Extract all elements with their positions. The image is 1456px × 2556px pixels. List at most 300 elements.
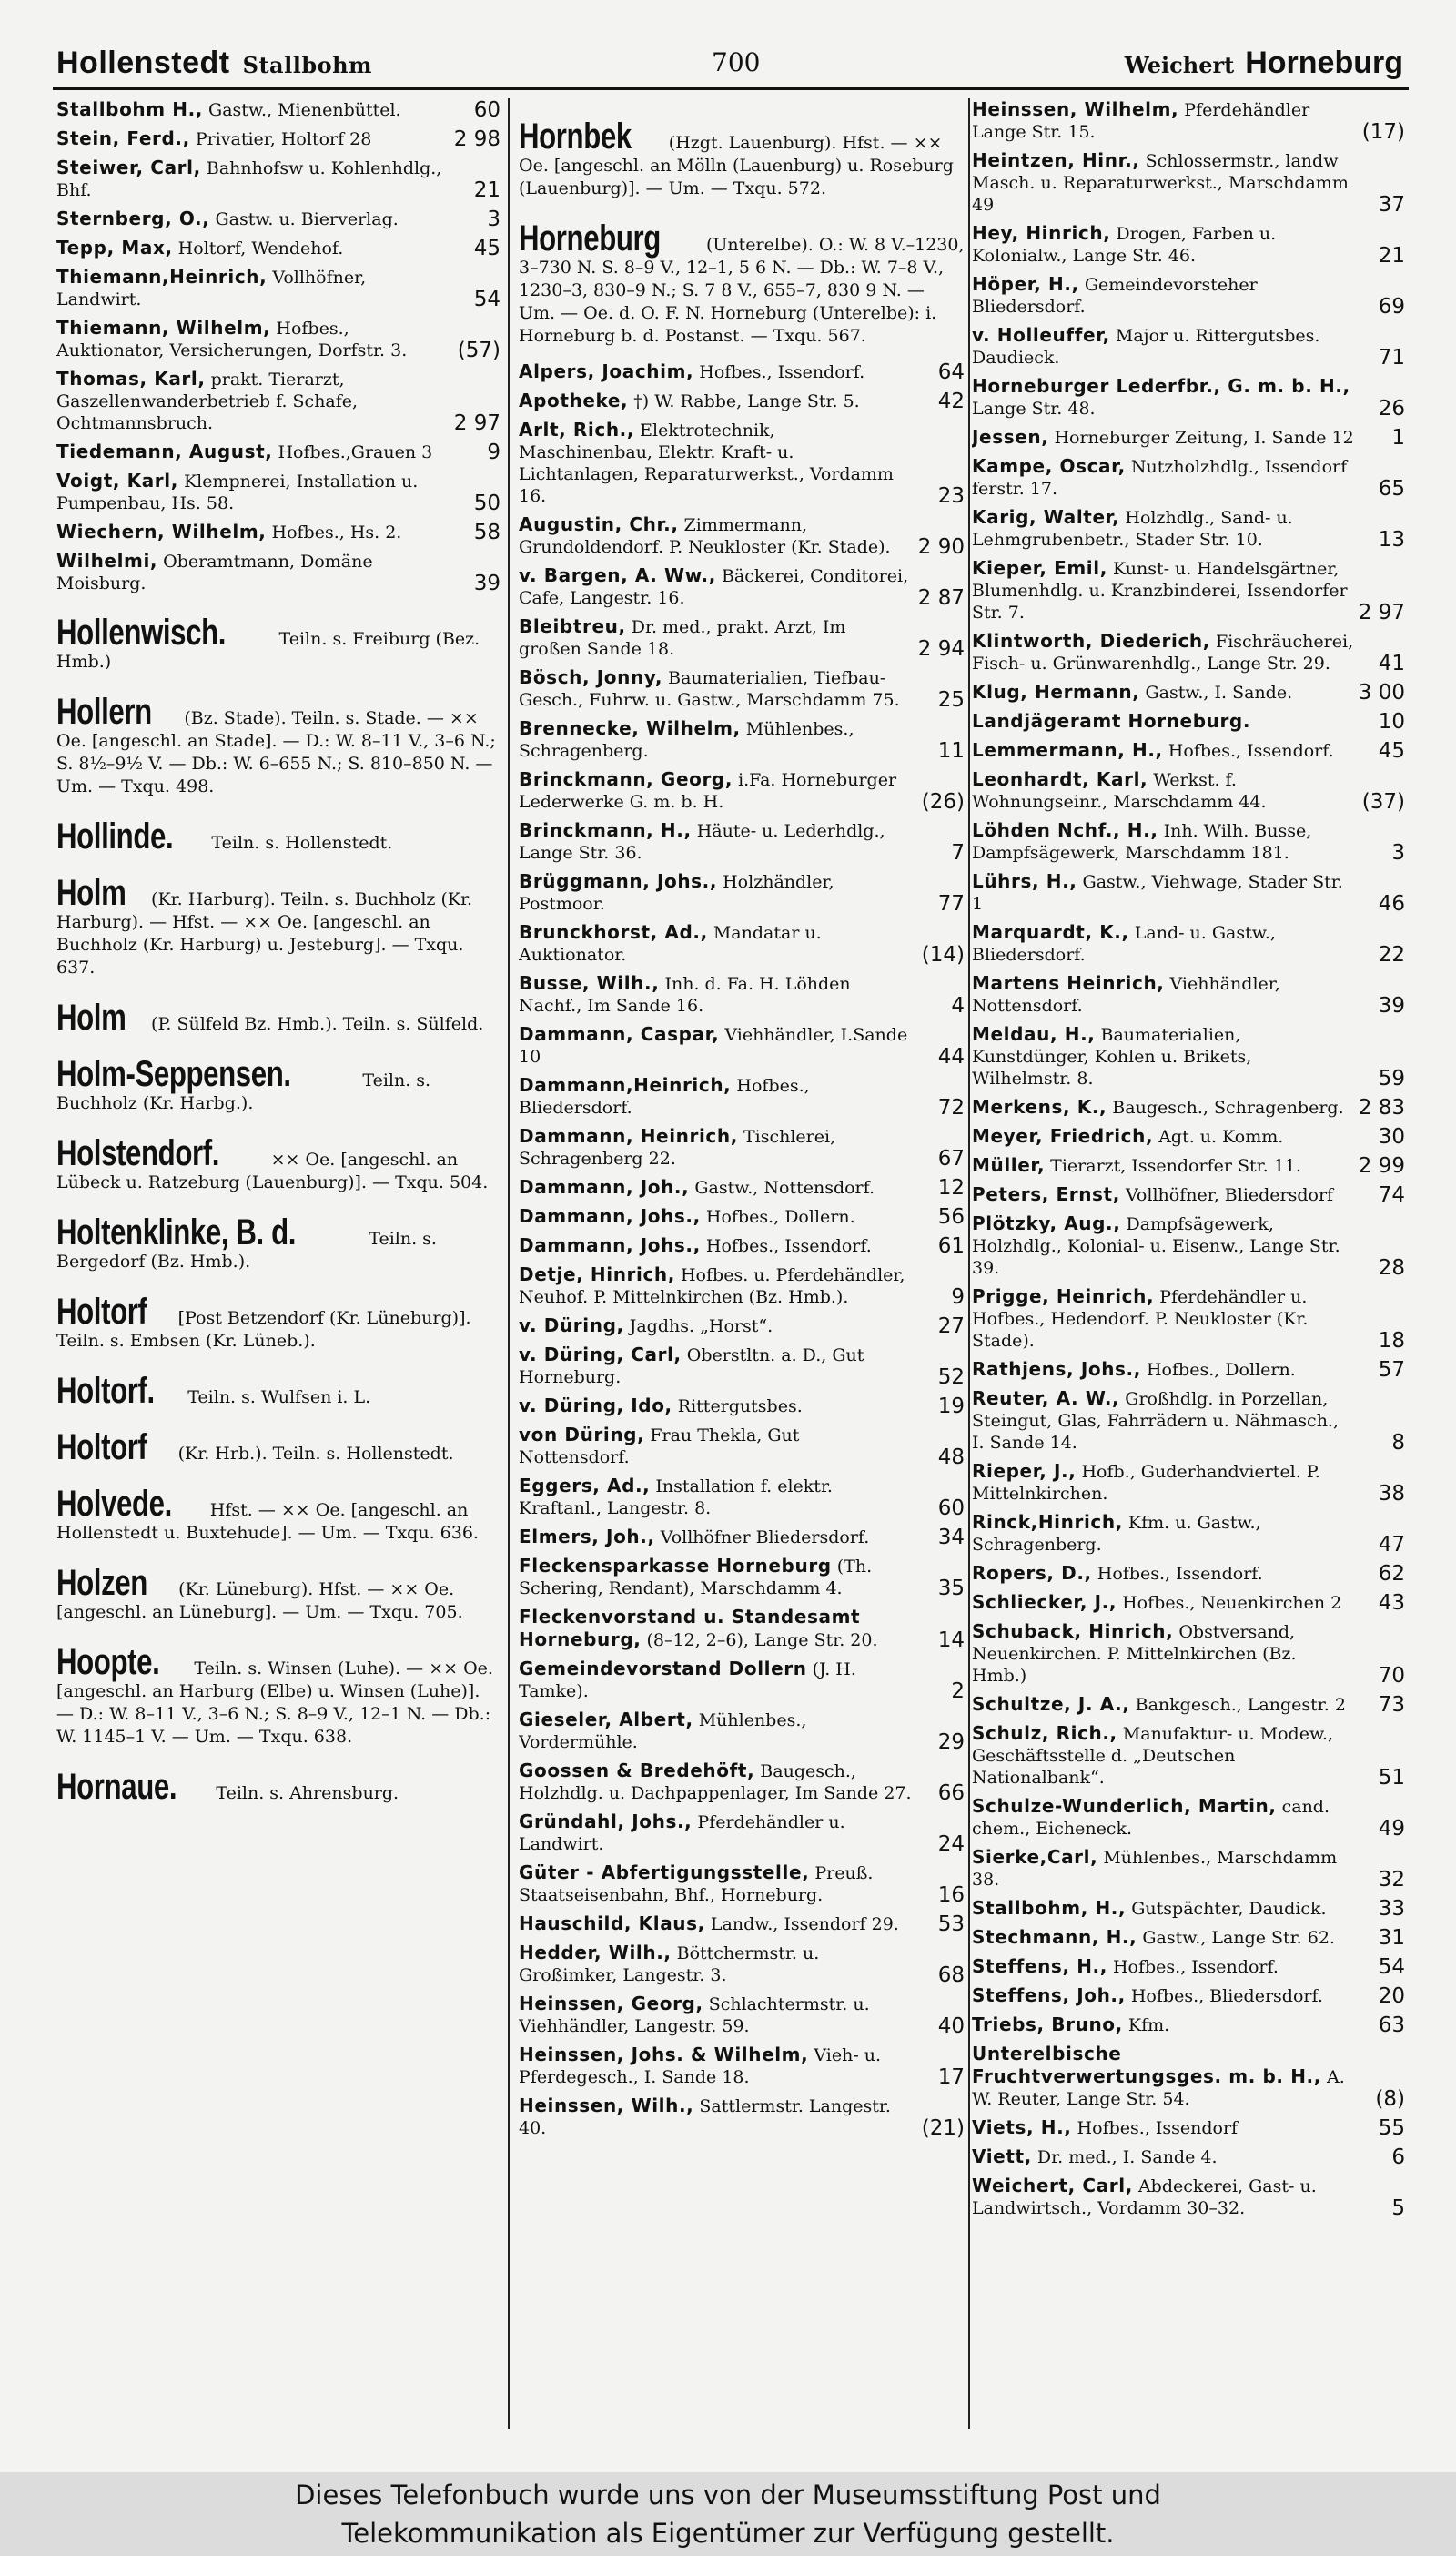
phone-number: 43 <box>1378 1591 1405 1615</box>
directory-entry <box>972 921 1405 966</box>
entry-description: Major u. Rittergutsbes. Daudieck. <box>972 326 1320 368</box>
entry-description: Oberamtmann, Domäne Moisburg. <box>56 552 373 593</box>
directory-entry <box>519 1658 965 1702</box>
phone-number: 6 <box>1391 2145 1405 2169</box>
entry-name: Heinssen, Wilhelm, <box>972 98 1179 120</box>
directory-entry <box>519 870 965 915</box>
directory-entry <box>519 666 965 711</box>
entry-description: Horneburger Zeitung, I. Sande 12 <box>1048 428 1354 448</box>
entry-description: Baugesch., Schragenberg. <box>1107 1098 1344 1118</box>
phone-number: 69 <box>1378 295 1405 319</box>
entry-description: Dr. med., prakt. Arzt, Im großen Sande 18. <box>519 617 846 659</box>
directory-entry <box>519 1234 965 1257</box>
entry-name: Plötzky, Aug., <box>972 1212 1121 1234</box>
directory-entry <box>56 470 500 514</box>
entry-name: Rieper, J., <box>972 1460 1077 1482</box>
place-heading <box>56 1563 500 1624</box>
phone-number: 19 <box>937 1395 965 1418</box>
entry-description: (J. H. Tamke). <box>519 1659 856 1701</box>
phone-number: 40 <box>937 2014 965 2038</box>
entry-name: Stallbohm H., <box>56 98 204 120</box>
entry-name: Augustin, Chr., <box>519 513 679 535</box>
place-name: Holm <box>56 998 126 1038</box>
phone-number: 16 <box>937 1883 965 1907</box>
place-note: Teiln. s. Freiburg (Bez. Hmb.) <box>56 629 480 672</box>
entry-name: Schultze, J. A., <box>972 1693 1130 1715</box>
entry-description: Frau Thekla, Gut Nottensdorf. <box>519 1425 800 1467</box>
entry-name: Klug, Hermann, <box>972 681 1140 703</box>
entry-description: Preuß. Staatseisenbahn, Bhf., Horneburg. <box>519 1863 874 1905</box>
entry-name: Dammann, Joh., <box>519 1176 690 1198</box>
entry-name: Peters, Ernst, <box>972 1183 1120 1205</box>
entry-name: Prigge, Heinrich, <box>972 1285 1155 1307</box>
directory-entry <box>56 98 500 121</box>
phone-number: (8) <box>1375 2087 1405 2111</box>
header-left-place: Hollenstedt <box>56 46 230 80</box>
entry-name: Hey, Hinrich, <box>972 222 1111 244</box>
entry-name: Steffens, Joh., <box>972 1984 1126 2006</box>
phone-number: 26 <box>1378 397 1405 421</box>
phone-number: 62 <box>1378 1562 1405 1586</box>
directory-entry <box>972 273 1405 318</box>
entry-description: Hofbes., Issendorf <box>1071 2118 1239 2138</box>
entry-name: Reuter, A. W., <box>972 1387 1120 1409</box>
entry-name: Stallbohm, H., <box>972 1897 1127 1919</box>
entry-description: Vollhöfner, Landwirt. <box>56 268 367 309</box>
directory-entry <box>972 426 1405 449</box>
entry-description: Kfm. <box>1122 2015 1170 2035</box>
place-name: Hollinde. <box>56 816 174 857</box>
place-note: (Kr. Hrb.). Teiln. s. Hollenstedt. <box>172 1444 454 1464</box>
directory-entry <box>56 550 500 594</box>
directory-entry <box>972 1125 1405 1148</box>
entry-name: Wilhelmi, <box>56 550 158 572</box>
place-heading <box>519 218 965 348</box>
directory-entry <box>519 717 965 762</box>
entry-name: Voigt, Karl, <box>56 470 178 492</box>
directory-entry <box>519 1475 965 1519</box>
phone-number: (26) <box>921 790 965 814</box>
phone-number: 63 <box>1378 2013 1405 2037</box>
place-heading <box>56 873 500 979</box>
phone-number: 27 <box>937 1314 965 1338</box>
entry-description: Gastw., Nottensdorf. <box>689 1178 875 1198</box>
entry-name: Heinssen, Wilh., <box>519 2094 694 2116</box>
place-name: Holm <box>56 873 126 913</box>
directory-entry <box>56 208 500 230</box>
directory-entry <box>972 2116 1405 2139</box>
entry-name: v. Holleuffer, <box>972 324 1110 346</box>
directory-entry <box>519 1074 965 1119</box>
entry-description: Gastw., Viehwage, Stader Str. 1 <box>972 872 1343 914</box>
directory-entry <box>519 1263 965 1308</box>
entry-name: Gründahl, Johs., <box>519 1810 693 1832</box>
phone-number: 2 98 <box>453 127 500 151</box>
place-note: ×× Oe. [angeschl. an Lübeck u. Ratzeburg (Lauenburg)]. — Txqu. 504. <box>56 1150 489 1192</box>
entry-name: v. Bargen, A. Ww., <box>519 564 716 586</box>
directory-entry <box>972 375 1405 420</box>
directory-entry <box>972 506 1405 551</box>
entry-name: Heintzen, Hinr., <box>972 149 1140 171</box>
directory-entry <box>519 2094 965 2139</box>
entry-name: Hauschild, Klaus, <box>519 1912 705 1934</box>
directory-entry <box>519 1526 965 1548</box>
entry-name: Marquardt, K., <box>972 921 1129 943</box>
phone-number: 57 <box>1378 1358 1405 1382</box>
entry-description: Hofbes., Dollern. <box>1140 1360 1296 1380</box>
place-heading <box>56 613 500 674</box>
entry-description: Privatier, Holtorf 28 <box>189 129 372 149</box>
directory-entry <box>972 98 1405 143</box>
phone-number: 46 <box>1378 892 1405 916</box>
entry-name: Martens Heinrich, <box>972 972 1165 994</box>
header-left <box>56 46 372 81</box>
phone-number: 39 <box>473 572 500 595</box>
entry-description: Pferdehändler Lange Str. 15. <box>972 100 1310 142</box>
directory-entry <box>519 768 965 813</box>
entry-name: Brüggmann, Johs., <box>519 870 718 892</box>
phone-number: 9 <box>487 441 500 464</box>
directory-entry <box>972 819 1405 864</box>
page-header <box>56 40 1403 87</box>
place-note: (P. Sülfeld Bz. Hmb.). Teiln. s. Sülfeld. <box>146 1014 484 1034</box>
entry-name: Steffens, H., <box>972 1955 1107 1977</box>
directory-entry <box>56 266 500 310</box>
entry-description: Manufaktur- u. Modew., Geschäftsstelle d. „Deutschen Nationalbank“. <box>972 1724 1334 1788</box>
place-heading <box>56 816 500 857</box>
entry-name: Arlt, Rich., <box>519 419 635 441</box>
entry-description: Fischräucherei, Fisch- u. Grünwarenhdlg., Lange Str. 29. <box>972 632 1354 674</box>
place-heading <box>56 1054 500 1115</box>
entry-name: v. Düring, Carl, <box>519 1344 682 1365</box>
entry-name: Dammann,Heinrich, <box>519 1074 732 1096</box>
entry-description: Mühlenbes., Schragenberg. <box>519 719 854 761</box>
entry-description: Hofbes., Issendorf. <box>700 1236 872 1256</box>
place-note: Teiln. s. Winsen (Luhe). — ×× Oe. [angeschl. an Harburg (Elbe) u. Winsen (Luhe)]. — D.: W. 8–11 V., 3–6 N.; S. 8–9 V., 12–1 N. — Db.: W. 1145–1 V. — Um. — Txqu. 638. <box>56 1658 493 1747</box>
entry-description: A. W. Reuter, Lange Str. 54. <box>972 2067 1345 2109</box>
directory-entry <box>972 972 1405 1017</box>
entry-name: Bösch, Jonny, <box>519 666 663 688</box>
phone-number: 21 <box>1378 244 1405 268</box>
entry-description: Installation f. elektr. Kraftanl., Langestr. 8. <box>519 1476 833 1518</box>
entry-name: Höper, H., <box>972 273 1079 295</box>
column-3 <box>972 98 1405 2447</box>
entry-name: Meyer, Friedrich, <box>972 1125 1154 1147</box>
column-divider-2 <box>968 98 970 2429</box>
phone-number: 3 <box>487 208 500 231</box>
entry-name: Leonhardt, Karl, <box>972 768 1148 790</box>
directory-entry <box>56 157 500 201</box>
directory-entry <box>972 1096 1405 1119</box>
entry-description: Hofbes., Auktionator, Versicherungen, Dorfstr. 3. <box>56 319 408 360</box>
phone-number: 13 <box>1378 528 1405 552</box>
directory-entry <box>519 2044 965 2088</box>
directory-entry <box>972 324 1405 369</box>
entry-description: †) W. Rabbe, Lange Str. 5. <box>628 391 860 411</box>
entry-description: Hofbes., Issendorf. <box>1107 1957 1279 1977</box>
phone-number: 53 <box>937 1912 965 1936</box>
directory-entry <box>972 1693 1405 1716</box>
place-note: Teiln. s. Bergedorf (Bz. Hmb.). <box>56 1229 437 1272</box>
phone-number: 60 <box>937 1496 965 1520</box>
entry-name: Schliecker, J., <box>972 1591 1117 1613</box>
phone-number: (57) <box>457 339 500 362</box>
directory-entry <box>519 819 965 864</box>
place-note: (Bz. Stade). Teiln. s. Stade. — ×× Oe. [angeschl. an Stade]. — D.: W. 8–11 V., 3–6 N.; S. 8½–9½ V. — Db.: W. 6–655 N.; S. 810–850 N. — Um. — Txqu. 498. <box>56 708 496 796</box>
phone-number: 41 <box>1378 652 1405 675</box>
directory-entry <box>972 1591 1405 1614</box>
entry-description: Schlossermstr., landw Masch. u. Reparaturwerkst., Marschdamm 49 <box>972 151 1349 215</box>
entry-name: Meldau, H., <box>972 1023 1096 1045</box>
directory-entry <box>972 1926 1405 1949</box>
entry-name: v. Düring, Ido, <box>519 1395 672 1416</box>
place-note: Teiln. s. Wulfsen i. L. <box>182 1387 371 1407</box>
phone-number: 28 <box>1378 1256 1405 1280</box>
place-note: Teiln. s. Hollenstedt. <box>206 833 393 853</box>
entry-description: Dr. med., I. Sande 4. <box>1031 2147 1218 2167</box>
entry-description: (8–12, 2–6), Lange Str. 20. <box>641 1630 878 1650</box>
entry-description: Gastw. u. Bierverlag. <box>209 209 399 229</box>
directory-entry <box>519 1942 965 1986</box>
phone-number: 25 <box>937 688 965 712</box>
page-number: 700 <box>712 47 761 77</box>
directory-entry <box>519 1709 965 1753</box>
entry-name: Alpers, Joachim, <box>519 360 694 382</box>
directory-entry <box>972 1620 1405 1687</box>
directory-entry <box>972 768 1405 813</box>
entry-description: Hofbes. u. Pferdehändler, Neuhof. P. Mittelnkirchen (Bz. Hmb.). <box>519 1265 905 1307</box>
entry-description: Nutzholzhdlg., Issendorf ferstr. 17. <box>972 457 1348 499</box>
entry-name: Lührs, H., <box>972 870 1077 892</box>
phone-number: 31 <box>1378 1926 1405 1950</box>
phone-number: 67 <box>937 1147 965 1171</box>
phone-number: 14 <box>937 1628 965 1652</box>
entry-description: Bahnhofsw u. Kohlenhdlg., Bhf. <box>56 158 442 200</box>
place-note: [Post Betzendorf (Kr. Lüneburg)]. Teiln. s. Embsen (Kr. Lüneb.). <box>56 1308 471 1351</box>
entry-name: Stein, Ferd., <box>56 127 190 149</box>
directory-entry <box>519 1912 965 1935</box>
directory-entry <box>519 1861 965 1906</box>
place-note: Teiln. s. Ahrensburg. <box>210 1783 399 1803</box>
place-name: Hollern <box>56 692 152 732</box>
entry-name: Schulze-Wunderlich, Martin, <box>972 1795 1277 1817</box>
entry-name: Weichert, Carl, <box>972 2175 1133 2196</box>
directory-entry <box>972 1154 1405 1177</box>
directory-entry <box>972 1387 1405 1454</box>
phone-number: 48 <box>937 1445 965 1469</box>
entry-description: Gutspächter, Daudick. <box>1126 1899 1327 1919</box>
directory-entry <box>972 1562 1405 1585</box>
directory-entry <box>972 2043 1405 2110</box>
place-note: Hfst. — ×× Oe. [angeschl. an Hollenstedt u. Buxtehude]. — Um. — Txqu. 636. <box>56 1500 479 1543</box>
phone-number: 24 <box>937 1832 965 1856</box>
place-name: Holm-Seppensen. <box>56 1054 291 1094</box>
entry-name: Heinssen, Johs. & Wilhelm, <box>519 2044 809 2065</box>
place-name: Holtenklinke, B. d. <box>56 1212 297 1253</box>
directory-entry <box>519 1993 965 2037</box>
entry-description: Jagdhs. „Horst“. <box>623 1316 774 1336</box>
entry-name: Eggers, Ad., <box>519 1475 651 1496</box>
directory-entry <box>972 1511 1405 1556</box>
phone-number: 30 <box>1378 1125 1405 1149</box>
entry-name: Brinckmann, Georg, <box>519 768 733 790</box>
entry-description: Vieh- u. Pferdegesch., I. Sande 18. <box>519 2045 882 2087</box>
phone-number: 45 <box>1378 739 1405 763</box>
directory-entry <box>972 1460 1405 1505</box>
directory-entry <box>972 1795 1405 1840</box>
phone-number: 23 <box>937 484 965 508</box>
entry-description: Hofbes., Dollern. <box>700 1207 855 1227</box>
entry-name: Schuback, Hinrich, <box>972 1620 1174 1642</box>
phone-number: 47 <box>1378 1533 1405 1557</box>
phone-number: 21 <box>473 178 500 202</box>
phone-number: (37) <box>1361 790 1405 814</box>
entry-name: Dammann, Caspar, <box>519 1023 720 1045</box>
entry-name: Bleibtreu, <box>519 615 626 637</box>
place-heading <box>56 1292 500 1353</box>
entry-name: Fleckensparkasse Horneburg <box>519 1555 832 1577</box>
phone-number: 32 <box>1378 1868 1405 1892</box>
entry-description: Kunst- u. Handelsgärtner, Blumenhdlg. u. Kranzbinderei, Issendorfer Str. 7. <box>972 559 1348 623</box>
directory-entry <box>972 870 1405 915</box>
directory-entry <box>519 1424 965 1468</box>
entry-name: Unterelbische Fruchtverwertungsges. m. b. H., <box>972 2043 1321 2087</box>
directory-entry <box>519 921 965 966</box>
phone-number: 3 00 <box>1358 681 1405 705</box>
entry-name: Stechmann, H., <box>972 1926 1138 1948</box>
entry-name: Sierke,Carl, <box>972 1846 1098 1868</box>
phone-number: 55 <box>1378 2116 1405 2140</box>
phone-number: 7 <box>951 841 965 865</box>
directory-entry <box>972 681 1405 704</box>
place-name: Holtorf <box>56 1292 147 1332</box>
entry-description: Gastw., Mienenbüttel. <box>203 100 401 120</box>
phone-number: 45 <box>473 237 500 260</box>
entry-name: Brinckmann, H., <box>519 819 692 841</box>
entry-description: Vollhöfner Bliedersdorf. <box>654 1527 870 1547</box>
entry-name: Goossen & Bredehöft, <box>519 1760 755 1781</box>
directory-entry <box>519 972 965 1017</box>
entry-name: Schulz, Rich., <box>972 1722 1117 1744</box>
phone-number: 20 <box>1378 1984 1405 2008</box>
entry-description: Viehhändler, Nottensdorf. <box>972 974 1280 1016</box>
entry-description: Kfm. u. Gastw., Schragenberg. <box>972 1513 1261 1555</box>
entry-name: Wiechern, Wilhelm, <box>56 521 267 543</box>
phone-number: 5 <box>1391 2196 1405 2220</box>
entry-description: Hofbes., Issendorf. <box>1091 1564 1263 1584</box>
directory-entry <box>519 1125 965 1170</box>
entry-name: Fleckenvorstand u. Standesamt Horneburg, <box>519 1606 861 1650</box>
entry-description: Klempnerei, Installation u. Pumpenbau, Hs. 58. <box>56 472 419 513</box>
entry-description: Schlachtermstr. u. Viehhändler, Langestr. 59. <box>519 1994 870 2036</box>
directory-entry <box>972 630 1405 674</box>
phone-number: 59 <box>1378 1067 1405 1090</box>
phone-number: 54 <box>1378 1955 1405 1979</box>
directory-entry <box>519 390 965 412</box>
entry-name: Hedder, Wilh., <box>519 1942 672 1963</box>
directory-entry <box>972 1285 1405 1352</box>
directory-entry <box>519 564 965 609</box>
phone-number: 17 <box>937 2065 965 2089</box>
place-name: Hoopte. <box>56 1642 160 1682</box>
entry-name: Merkens, K., <box>972 1096 1107 1118</box>
place-name: Horneburg <box>519 218 661 259</box>
entry-name: Viets, H., <box>972 2116 1072 2138</box>
entry-description: Agt. u. Komm. <box>1153 1127 1284 1147</box>
directory-entry <box>519 1555 965 1599</box>
directory-entry <box>972 1358 1405 1381</box>
entry-name: Karig, Walter, <box>972 506 1120 528</box>
directory-entry <box>519 1395 965 1417</box>
phone-number: 73 <box>1378 1693 1405 1717</box>
place-heading <box>56 1484 500 1545</box>
phone-number: 60 <box>473 98 500 122</box>
entry-description: Obstversand, Neuenkirchen. P. Mittelnkirchen (Bz. Hmb.) <box>972 1622 1297 1686</box>
directory-entry <box>972 1722 1405 1789</box>
phone-number: 1 <box>1391 426 1405 450</box>
column-2 <box>519 98 965 2447</box>
phone-number: 51 <box>1378 1766 1405 1790</box>
phone-number: 2 87 <box>917 586 965 610</box>
entry-description: Hofbes., Issendorf. <box>1162 741 1334 761</box>
entry-name: Ropers, D., <box>972 1562 1092 1584</box>
entry-description: Viehhändler, I.Sande 10 <box>519 1025 908 1067</box>
entry-description: Böttchermstr. u. Großimker, Langestr. 3. <box>519 1943 820 1985</box>
entry-name: Detje, Hinrich, <box>519 1263 675 1285</box>
directory-entry <box>972 1183 1405 1206</box>
phone-number: 12 <box>937 1176 965 1200</box>
phone-number: 64 <box>937 360 965 384</box>
entry-description: Inh. d. Fa. H. Löhden Nachf., Im Sande 16. <box>519 974 851 1016</box>
place-heading <box>56 998 500 1038</box>
phone-number: 49 <box>1378 1817 1405 1841</box>
entry-description: Mühlenbes., Marschdamm 38. <box>972 1848 1338 1890</box>
entry-description: Vollhöfner, Bliedersdorf <box>1119 1185 1334 1205</box>
entry-name: Elmers, Joh., <box>519 1526 655 1547</box>
phone-number: 35 <box>937 1577 965 1600</box>
directory-entry <box>56 521 500 543</box>
entry-description: Gastw., Lange Str. 62. <box>1137 1928 1335 1948</box>
entry-description: Häute- u. Lederhdlg., Lange Str. 36. <box>519 821 885 863</box>
entry-description: Landw., Issendorf 29. <box>704 1914 899 1934</box>
entry-description: Mühlenbes., Vordermühle. <box>519 1710 807 1752</box>
entry-description: Pferdehändler u. Hofbes., Hedendorf. P. Neukloster (Kr. Stade). <box>972 1287 1309 1351</box>
entry-description: Zimmermann, Grundoldendorf. P. Neukloster (Kr. Stade). <box>519 515 891 557</box>
header-right-name: Weichert <box>1124 52 1235 78</box>
entry-description: Hofbes., Bliedersdorf. <box>1125 1986 1323 2006</box>
entry-description: Oberstltn. a. D., Gut Horneburg. <box>519 1345 864 1387</box>
phone-number: 2 94 <box>917 637 965 661</box>
phone-number: 34 <box>937 1526 965 1549</box>
entry-name: Triebs, Bruno, <box>972 2013 1123 2035</box>
directory-entry <box>972 149 1405 216</box>
phone-number: 2 97 <box>1358 601 1405 624</box>
directory-entry <box>56 441 500 463</box>
entry-description: Pferdehändler u. Landwirt. <box>519 1812 845 1854</box>
phone-number: 18 <box>1378 1329 1405 1353</box>
place-name: Holzen <box>56 1563 147 1603</box>
directory-entry <box>972 1955 1405 1978</box>
directory-entry <box>519 1314 965 1337</box>
directory-entry <box>56 127 500 150</box>
phone-number: 3 <box>1391 841 1405 865</box>
place-heading <box>56 1767 500 1807</box>
entry-name: Thomas, Karl, <box>56 368 206 390</box>
entry-name: Brennecke, Wilhelm, <box>519 717 741 739</box>
phone-number: 22 <box>1378 943 1405 967</box>
place-name: Hornaue. <box>56 1767 177 1807</box>
entry-name: Brunckhorst, Ad., <box>519 921 708 943</box>
